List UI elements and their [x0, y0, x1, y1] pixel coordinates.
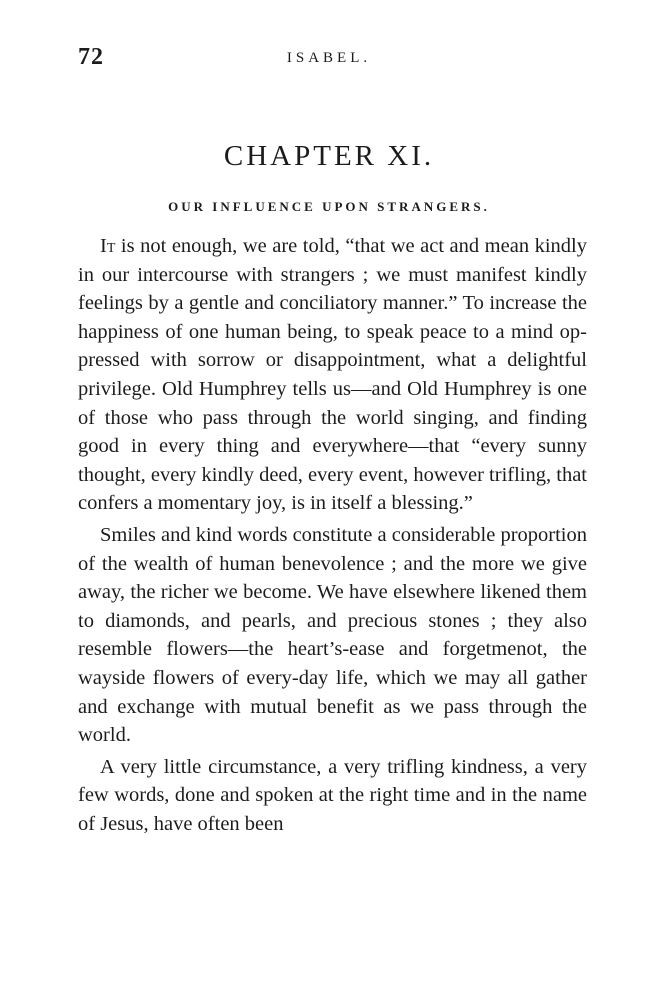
paragraph-1 [78, 232, 587, 518]
paragraph-3 [78, 753, 587, 839]
paragraph-lead-word: It [100, 235, 116, 257]
running-head [78, 44, 580, 76]
chapter-title: CHAPTER XI. [223, 140, 435, 172]
paragraph-2 [78, 521, 587, 750]
paragraph-text: is not enough, we are told, “that we act and mean kindly in our intercourse with strangers ; we must manifest kindly feelings by a gentle and conciliatory manner.” To increase the happiness of one human being, to speak peace to a mind oppressed with sorrow or disappointment, what a delightful privilege. Old Humphrey tells us—and Old Humphrey is one of those who pass through the world singing, and finding good in every thing and everywhere—that “every sunny thought, every kindly deed, every event, however trifling, that confers a momentary joy, is in itself a blessing.” [78, 235, 587, 515]
paragraph-text: Smiles and kind words constitute a considerable proportion of the wealth of human benevolence ; and the more we give away, the richer we become. We have elsewhere likened them to diamonds, and pearls, and precious stones ; they also resemble flowers—the heart’s-ease and forgetmenot, the wayside flowers of every-day life, which we may all gather and exchange with mutual benefit as we pass through the world. [78, 523, 587, 747]
page-number: 72 [78, 44, 104, 70]
body-text [78, 232, 587, 838]
chapter-subtitle: OUR INFLUENCE UPON STRANGERS. [168, 199, 490, 214]
running-title: ISABEL. [286, 50, 372, 66]
paragraph-text: A very little circumstance, a very trifling kindness, a very few words, done and spoken at the right time and in the name of Jesus, have often been [78, 755, 587, 835]
